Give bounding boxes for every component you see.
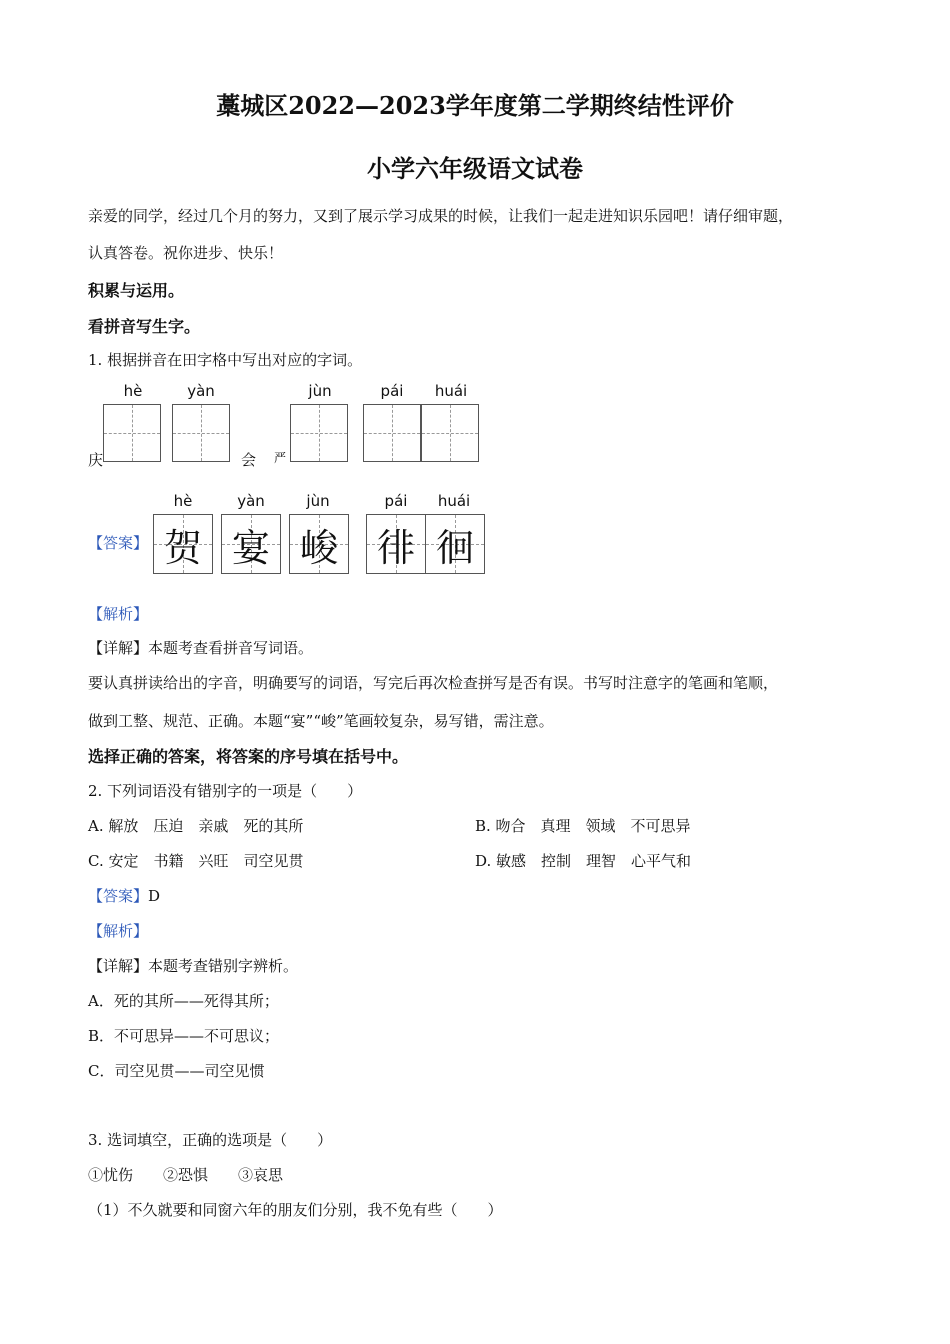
page-subtitle: 小学六年级语文试卷 — [367, 154, 583, 183]
section-title: 选择正确的答案，将答案的序号填在括号中。 — [88, 747, 409, 766]
word-options: ①忧伤 ②恐惧 ③哀思 — [88, 1166, 284, 1184]
explain-line-2: 做到工整、规范、正确。本题“宴”“峻”笔画较复杂，易写错，需注意。 — [88, 712, 554, 730]
intro-line-1: 亲爱的同学，经过几个月的努力，又到了展示学习成果的时候，让我们一起走进知识乐园吧！请仔细审题， — [88, 207, 794, 225]
answer-char: 贺 — [163, 525, 202, 570]
intro-line-2: 认真答卷。祝你进步、快乐！ — [88, 244, 284, 262]
answer-box — [366, 514, 426, 574]
pinyin-huai: huái — [434, 382, 468, 400]
detail-text: 【详解】本题考查错别字辨析。 — [88, 957, 299, 975]
page-title: 藁城区2022—2023学年度第二学期终结性评价 — [216, 91, 734, 120]
pinyin-pai: pái — [380, 382, 404, 400]
answer-char: 徊 — [435, 525, 474, 570]
section-title: 积累与运用。 — [88, 281, 185, 300]
pinyin-jun: jùn — [306, 492, 330, 510]
answer-char: 宴 — [231, 525, 270, 570]
writing-box[interactable] — [290, 404, 348, 462]
pinyin-huai: huái — [437, 492, 471, 510]
option-c: C. 安定 书籍 兴旺 司空见贯 — [88, 852, 304, 870]
writing-box[interactable] — [172, 404, 230, 462]
answer-char: 徘 — [376, 525, 415, 570]
pinyin-he: hè — [173, 492, 193, 510]
word-prefix: 庆 — [88, 451, 104, 469]
word-mid-1: 会 — [241, 451, 257, 469]
writing-box[interactable] — [363, 404, 421, 462]
answer-box — [221, 514, 281, 574]
answer-line — [88, 885, 160, 906]
analysis-tag: 【解析】 — [88, 605, 149, 623]
pinyin-he: hè — [123, 382, 143, 400]
answer-box — [153, 514, 213, 574]
pinyin-jun: jùn — [308, 382, 332, 400]
sub-question-1: （1）不久就要和同窗六年的朋友们分别，我不免有些（ ） — [88, 1201, 503, 1219]
correction-c: C．司空见贯——司空见惯 — [88, 1062, 265, 1080]
writing-box[interactable] — [421, 404, 479, 462]
explain-line-1: 要认真拼读给出的字音，明确要写的词语，写完后再次检查拼写是否有误。书写时注意字的笔画和笔顺， — [88, 674, 779, 692]
option-a: A. 解放 压迫 亲戚 死的其所 — [88, 817, 304, 835]
option-b: B. 吻合 真理 领域 不可思异 — [475, 817, 691, 835]
answer-char: 峻 — [299, 525, 338, 570]
option-d: D. 敏感 控制 理智 心平气和 — [475, 852, 692, 870]
answer-value: D — [148, 887, 161, 905]
answer-box — [425, 514, 485, 574]
question-1-text: 1. 根据拼音在田字格中写出对应的字词。 — [88, 351, 363, 369]
answer-box — [289, 514, 349, 574]
answer-tag: 【答案】 — [88, 887, 149, 905]
correction-a: A．死的其所——死得其所； — [88, 992, 279, 1010]
question-2-text: 2. 下列词语没有错别字的一项是（ ） — [88, 782, 363, 800]
analysis-tag: 【解析】 — [88, 922, 149, 940]
pinyin-pai: pái — [384, 492, 408, 510]
section-subtitle: 看拼音写生字。 — [88, 317, 201, 336]
question-3-text: 3. 选词填空，正确的选项是（ ） — [88, 1131, 333, 1149]
correction-b: B．不可思异——不可思议； — [88, 1027, 280, 1045]
answer-tag: 【答案】 — [88, 534, 149, 552]
word-mid-2: 严 — [274, 451, 287, 465]
pinyin-yan: yàn — [187, 382, 215, 400]
detail-text: 【详解】本题考查看拼音写词语。 — [88, 639, 314, 657]
writing-box[interactable] — [103, 404, 161, 462]
pinyin-yan: yàn — [237, 492, 265, 510]
